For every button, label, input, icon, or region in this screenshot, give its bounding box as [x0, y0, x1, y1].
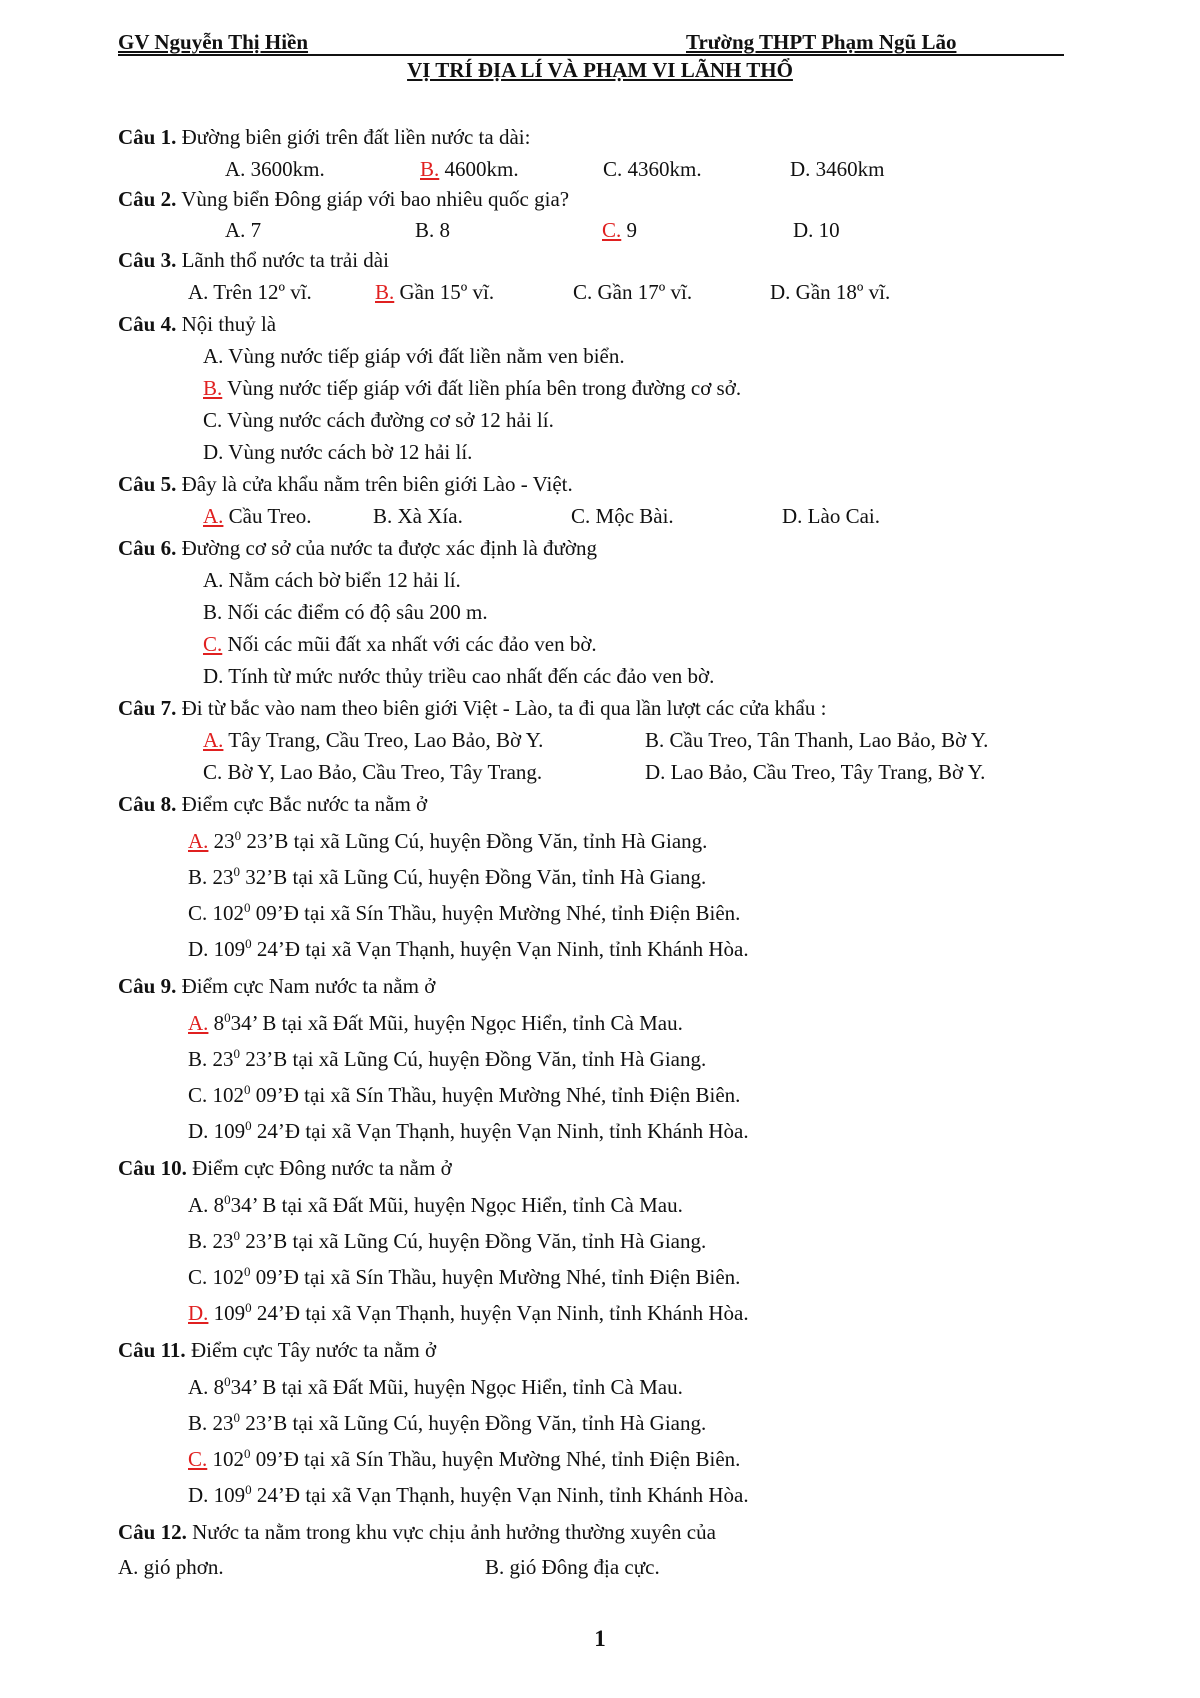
q1-option-a: A. 3600km. — [225, 157, 325, 181]
correct-answer-mark: C. — [188, 1447, 208, 1471]
question-11: Câu 11. Điểm cực Tây nước ta nằm ở — [118, 1338, 437, 1362]
page-number: 1 — [594, 1626, 606, 1651]
school-name: Trường THPT Phạm Ngũ Lão — [686, 30, 957, 54]
teacher-name: GV Nguyễn Thị Hiền — [118, 30, 309, 54]
correct-answer-mark: B. — [420, 157, 440, 181]
q7-option-d: D. Lao Bảo, Cầu Treo, Tây Trang, Bờ Y. — [645, 760, 986, 784]
correct-answer-mark: D. — [188, 1301, 209, 1325]
q9-option-c: C. $102^0$ 09’Đ tại xã Sín Thầu, huyện Mường Nhé, tỉnh Điện Biên. — [188, 1082, 741, 1107]
question-2: Câu 2. Vùng biển Đông giáp với bao nhiêu quốc gia? — [118, 187, 570, 211]
q12-option-a: A. gió phơn. — [118, 1555, 224, 1579]
q2-option-b: B. 8 — [415, 218, 451, 242]
q1-option-d: D. 3460km — [790, 157, 885, 181]
correct-answer-mark: B. — [203, 376, 223, 400]
q10-option-c: C. $102^0$ 09’Đ tại xã Sín Thầu, huyện Mường Nhé, tỉnh Điện Biên. — [188, 1264, 741, 1289]
q8-option-b: B. $23^0$ 32’B tại xã Lũng Cú, huyện Đồng Văn, tỉnh Hà Giang. — [188, 864, 707, 889]
q7-option-c: C. Bờ Y, Lao Bảo, Cầu Treo, Tây Trang. — [203, 760, 543, 784]
q9-option-a: A. $8^034$’ B tại xã Đất Mũi, huyện Ngọc Hiển, tỉnh Cà Mau. — [188, 1010, 683, 1035]
q6-option-c: C. Nối các mũi đất xa nhất với các đảo ven bờ. — [203, 632, 597, 656]
correct-answer-mark: A. — [203, 728, 224, 752]
page-title: VỊ TRÍ ĐỊA LÍ VÀ PHẠM VI LÃNH THỔ — [407, 58, 793, 82]
q1-option-b: B. 4600km. — [420, 157, 519, 181]
q4-option-b: B. Vùng nước tiếp giáp với đất liền phía bên trong đường cơ sở. — [203, 376, 742, 400]
q8-option-c: C. $102^0$ 09’Đ tại xã Sín Thầu, huyện Mường Nhé, tỉnh Điện Biên. — [188, 900, 741, 925]
q4-option-d: D. Vùng nước cách bờ 12 hải lí. — [203, 440, 473, 464]
q2-option-c: C. 9 — [602, 218, 638, 242]
q3-option-c: C. Gần 17º vĩ. — [573, 280, 693, 304]
q11-option-a: A. $8^034$’ B tại xã Đất Mũi, huyện Ngọc Hiển, tỉnh Cà Mau. — [188, 1374, 683, 1399]
correct-answer-mark: A. — [188, 829, 209, 853]
question-6: Câu 6. Đường cơ sở của nước ta được xác định là đường — [118, 536, 597, 560]
q5-option-a: A. Cầu Treo. — [203, 504, 312, 528]
q7-option-b: B. Cầu Treo, Tân Thanh, Lao Bảo, Bờ Y. — [645, 728, 989, 752]
question-8: Câu 8. Điểm cực Bắc nước ta nằm ở — [118, 792, 428, 816]
correct-answer-mark: C. — [203, 632, 223, 656]
q11-option-c: C. $102^0$ 09’Đ tại xã Sín Thầu, huyện Mường Nhé, tỉnh Điện Biên. — [188, 1446, 741, 1471]
question-12: Câu 12. Nước ta nằm trong khu vực chịu ảnh hưởng thường xuyên của — [118, 1520, 716, 1544]
correct-answer-mark: C. — [602, 218, 622, 242]
question-1: Câu 1. Đường biên giới trên đất liền nước ta dài: — [118, 125, 531, 149]
q6-option-a: A. Nằm cách bờ biển 12 hải lí. — [203, 568, 461, 592]
q11-option-d: D. $109^0$ 24’Đ tại xã Vạn Thạnh, huyện Vạn Ninh, tỉnh Khánh Hòa. — [188, 1482, 749, 1507]
question-5: Câu 5. Đây là cửa khẩu nằm trên biên giới Lào - Việt. — [118, 472, 573, 496]
q11-option-b: B. $23^0$ 23’B tại xã Lũng Cú, huyện Đồng Văn, tỉnh Hà Giang. — [188, 1410, 707, 1435]
correct-answer-mark: B. — [375, 280, 395, 304]
q6-option-d: D. Tính từ mức nước thủy triều cao nhất đến các đảo ven bờ. — [203, 664, 715, 688]
q2-option-a: A. 7 — [225, 218, 262, 242]
q3-option-b: B. Gần 15º vĩ. — [375, 280, 495, 304]
correct-answer-mark: A. — [203, 504, 224, 528]
question-3: Câu 3. Lãnh thổ nước ta trải dài — [118, 248, 389, 272]
q7-option-a: A. Tây Trang, Cầu Treo, Lao Bảo, Bờ Y. — [203, 728, 544, 752]
q5-option-c: C. Mộc Bài. — [571, 504, 674, 528]
q10-option-d: D. $109^0$ 24’Đ tại xã Vạn Thạnh, huyện Vạn Ninh, tỉnh Khánh Hòa. — [188, 1300, 749, 1325]
q12-option-b: B. gió Đông địa cực. — [485, 1555, 660, 1579]
q5-option-d: D. Lào Cai. — [782, 504, 880, 528]
q5-option-b: B. Xà Xía. — [373, 504, 463, 528]
q4-option-a: A. Vùng nước tiếp giáp với đất liền nằm ven biển. — [203, 344, 625, 368]
question-9: Câu 9. Điểm cực Nam nước ta nằm ở — [118, 974, 436, 998]
q3-option-d: D. Gần 18º vĩ. — [770, 280, 891, 304]
q8-option-a: A. $23^0$ 23’B tại xã Lũng Cú, huyện Đồng Văn, tỉnh Hà Giang. — [188, 828, 708, 853]
question-7: Câu 7. Đi từ bắc vào nam theo biên giới Việt - Lào, ta đi qua lần lượt các cửa khẩu : — [118, 696, 827, 720]
question-4: Câu 4. Nội thuỷ là — [118, 312, 277, 336]
question-10: Câu 10. Điểm cực Đông nước ta nằm ở — [118, 1156, 452, 1180]
q9-option-b: B. $23^0$ 23’B tại xã Lũng Cú, huyện Đồng Văn, tỉnh Hà Giang. — [188, 1046, 707, 1071]
page-header — [118, 26, 1064, 56]
q4-option-c: C. Vùng nước cách đường cơ sở 12 hải lí. — [203, 408, 554, 432]
q9-option-d: D. $109^0$ 24’Đ tại xã Vạn Thạnh, huyện Vạn Ninh, tỉnh Khánh Hòa. — [188, 1118, 749, 1143]
q6-option-b: B. Nối các điểm có độ sâu 200 m. — [203, 600, 488, 624]
q1-option-c: C. 4360km. — [603, 157, 702, 181]
q3-option-a: A. Trên 12º vĩ. — [188, 280, 312, 304]
q10-option-b: B. $23^0$ 23’B tại xã Lũng Cú, huyện Đồng Văn, tỉnh Hà Giang. — [188, 1228, 707, 1253]
correct-answer-mark: A. — [188, 1011, 209, 1035]
q8-option-d: D. $109^0$ 24’Đ tại xã Vạn Thạnh, huyện Vạn Ninh, tỉnh Khánh Hòa. — [188, 936, 749, 961]
q2-option-d: D. 10 — [793, 218, 840, 242]
q10-option-a: A. $8^034$’ B tại xã Đất Mũi, huyện Ngọc Hiển, tỉnh Cà Mau. — [188, 1192, 683, 1217]
